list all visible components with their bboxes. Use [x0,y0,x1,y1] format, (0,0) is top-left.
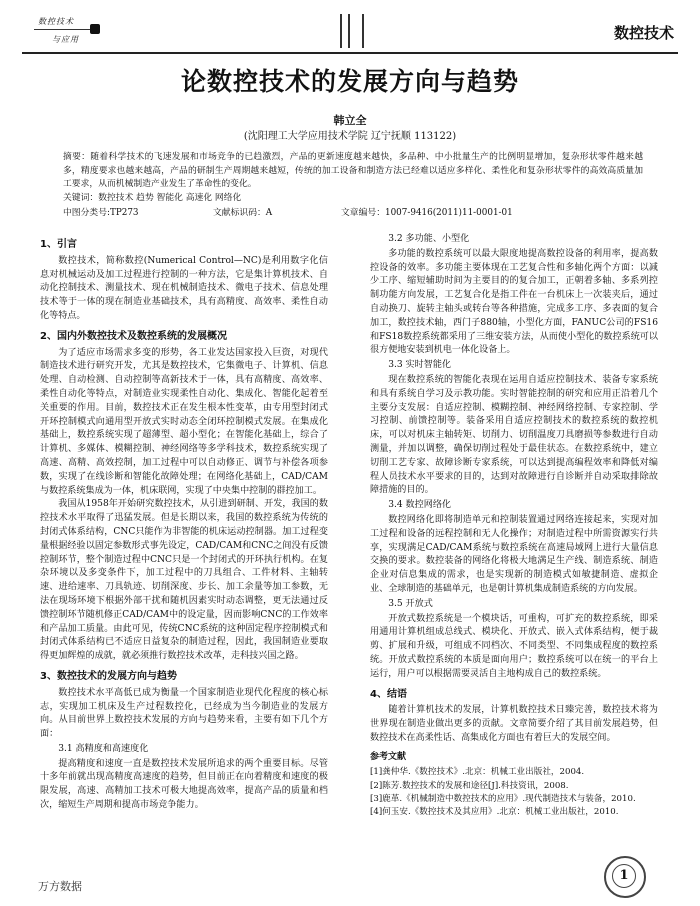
article-number: 文章编号：1007-9416(2011)11-0001-01 [341,208,513,218]
paragraph: 提高精度和速度一直是数控技术发展所追求的两个重要目标。尽管十多年前就出现高精度高速度的趋势，但目前正在向着精度和速度的极限发展，高速、高精加工技术可极大地提高效率，提高产品的质量和档次，缩短生产周期和提高市场竞争能力。 [40,758,328,811]
section-heading: 2、国内外数控技术及数控系统的发展概况 [40,330,227,342]
paragraph: 开放式数控系统是一个模块话，可重构，可扩充的数控系统，即采用通用计算机组成总线式、模块化、开放式、嵌入式体系结构，便于裁剪、扩展和升级，可组成不同档次、不同类型、不同集成程度的数控系统。开放式数控系统的本质是面向用户；数控系统可以在统一的平台上运行，用户可以根据需要灵活自主地构成自己的数控系统。 [370,613,658,679]
references-heading: 参考文献 [370,751,407,762]
paragraph: 我国从1958年开始研究数控技术，从引进到研制、开发，我国的数控技术水平取得了迅猛发展。但是长期以来，我国的数控系统为传统的封闭式体系结构，CNC只能作为非智能的机床运动控制器。加工过程变量根据经验以固定参数形式事先设定，CAD/CAM和CNC之间没有反馈控制环节，整个制造过程中CNC只是一个封闭式的开环执行机构。在复杂环境以及多变条件下，加工过程中的刀具组合、工件材料、主轴转速、进给速率、刀具轨迹、切削深度、步长、加工余量等加工参数，无法在现场环境下根据外部干扰和随机因素实时动态调整，更无法通过反馈控制环节随机修正CAD/CAM中的设定量，因而影响CNC的工作效率和产品加工质量。由此可见，传统CNC系统的这种固定程序控制模式和封闭式体系结构已不适应日益复杂的制造过程，因此，我国制造业要取得更加辉煌的成就，就必须推行数控技术改革，走科技兴国之路。 [40,499,328,662]
logo-rule [34,29,94,30]
footer-watermark: 万方数据 [38,880,82,893]
clc-number: 中图分类号:TP273 [63,208,139,218]
paragraph: 数控技术，简称数控(Numerical Control—NC)是利用数字化信息对机械运动及加工过程进行控制的一种方法，它是集计算机技术、自动化控制技术、测量技术、现在机械制造技术、微电子技术、信息处理技术等于一体的现在制造业基础技术，具有高精度、高效率、柔性自动化等特点。 [40,255,328,321]
author-name: 韩立全 [333,114,367,127]
paragraph: 多功能的数控系统可以最大限度地提高数控设备的利用率，提高数控设备的效率。多功能主要体现在工艺复合性和多轴化两个方面：以减少工序、缩短辅助时间为主要目的的复合加工，正朝着多轴、多系列控制功能方向发展，工艺复合化是指工件在一台机床上一次装夹后，通过自动换刀、旋转主轴头或转台等各种措施，完成多工序、多表面的复合加工，数控技术轴，西门子880轴，小型化方面，FANUC公司的FS16和FS18数控系统都采用了三维安装方法，从而使小型化的数控系统可以很方便地安装到机电一体化设备上。 [370,248,658,356]
paragraph: 数控网络化即将制造单元和控制装置通过网络连接起来，实现对加工过程和设备的远程控制和无人化操作；对制造过程中所需资源实行共享，实现满足CAD/CAM系统与数控系统在高速局域网上进行大量信息交换的要求。数控装备的网络化将极大地满足生产线、制造系统、制造企业对信息集成的需求，也是实现新的制造模式如敏捷制造、虚拟企业、全球制造的基础单元，也是朝计算机集成制造系统的方向发展。 [370,514,658,594]
subsection-heading: 3.2 多功能、小型化 [388,234,470,244]
right-column [370,232,658,819]
logo-line2: 与应用 [52,35,79,44]
page-header [22,10,678,54]
section-heading: 4、结语 [370,688,407,700]
reference-item: [1]龚仲华.《数控技术》.北京：机械工业出版社，2004. [370,767,585,778]
reference-item: [4]何玉安.《数控技术及其应用》.北京：机械工业出版社，2010. [370,807,619,818]
logo-line1: 数控技术 [38,17,74,26]
header-decoration-bars [340,14,370,48]
logo-square-icon [90,24,100,34]
reference-item: [3]鹿革.《机械制造中数控技术的应用》.现代制造技术与装备，2010. [370,793,636,804]
left-column [40,232,328,813]
keywords: 关键词：数控技术 趋势 智能化 高速化 网络化 [63,193,242,203]
subsection-heading: 3.3 实时智能化 [388,360,452,371]
paragraph: 随着计算机技术的发展，计算机数控技术日臻完善，数控技术将为世界现在制造业做出更多的贡献。文章简要介绍了其目前发展趋势，但数控技术在高柔性话、高集成化方面也有着巨大的发展空间。 [370,705,658,743]
paragraph: 数控技术水平高低已成为衡量一个国家制造业现代化程度的核心标志，实现加工机床及生产过程数控化，已经成为当今制造业的发展方向。从目前世界上数控技术发展的方向与趋势来看，主要有如下几个方面： [40,687,328,740]
subsection-heading: 3.1 高精度和高速度化 [58,743,149,754]
paragraph: 现在数控系统的智能化表现在运用自适应控制技术、装备专家系统和具有系统自学习及示教功能。实时智能控制的研究和应用正沿着几个主要分支发展：自适应控制、模糊控制、神经网络控制、专家控制、学习控制、前馈控制等。装备采用自适应控制技术的数控系统的数控机床，可以对机床主轴转矩、切削力、切削温度刀具磨损等参数进行自动测量，并加以调整，确保切削过程处于最佳状态。在数控系统中，建立切削工艺专家、故障诊断专家系统，可以达到提高编程效率和降低对编程人员技术水平要求的目的，达到对故障进行自诊断并自动采取排除故障措施的目的。 [370,374,658,496]
document-code: 文献标识码：A [213,208,273,218]
page-number-seal [604,856,646,898]
abstract: 摘要：随着科学技术的飞速发展和市场竞争的已趋激烈，产品的更新速度越来越快，多品种、中小批量生产的比例明显增加，复杂形状零件越来越多，精度要求也越来越高，产品的研制生产周期越来越短，传统的加工设备和制造方法已经难以适应多样化、柔性化和复杂形状零件的高效高质量加工要求，从而机械制造产业发生了革命性的变化。 [63,152,643,189]
page-number: 1 [612,864,636,888]
paragraph: 为了适应市场需求多变的形势，各工业发达国家投入巨资，对现代制造技术进行研究开发，尤其是数控技术，它集微电子、计算机、信息处理、自动检测、自动控制等高新技术于一体，具有高精度、高效率、柔性自动化等特点，对制造业实现柔性自动化、集成化、智能化起着至关重要的作用。目前，数控技术正在发生根本性变革，由专用型封闭式开环控制模式向通用型开放式实时动态全闭环控制模式发展。在集成化基础上，数控系统实现了超薄型、超小型化；在智能化基础上，综合了计算机、多媒体、模糊控制、神经网络等多学科技术，数控系统实现了高速、高精、高效控制，加工过程中可以自动修正、调节与补偿各项参数，实现了在线诊断和智能化故障处理；在网络化基础上，CAD/CAM与数控系统集成为一体，机床联网，实现了中央集中控制的群控加工。 [40,347,328,496]
reference-item: [2]陈芳.数控技术的发展和途径[J].科技资讯，2008. [370,780,569,791]
section-title: 数控技术 [613,24,674,42]
subsection-heading: 3.5 开放式 [388,598,433,609]
section-heading: 3、数控技术的发展方向与趋势 [40,670,177,682]
reference-list [370,766,658,819]
author-affiliation: (沈阳理工大学应用技术学院 辽宁抚顺 113122) [243,131,457,142]
article-title: 论数控技术的发展方向与趋势 [180,67,519,96]
journal-logo [38,14,108,48]
subsection-heading: 3.4 数控网络化 [388,500,452,511]
section-heading: 1、引言 [40,239,77,250]
